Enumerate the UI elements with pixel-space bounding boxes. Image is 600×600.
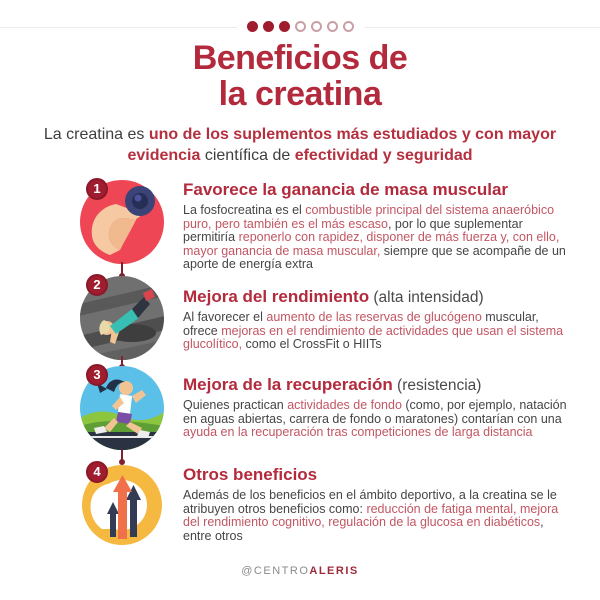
- section-title-suffix: (resistencia): [392, 377, 482, 394]
- section-title-suffix: (alta intensidad): [369, 289, 484, 306]
- section-body: Al favorecer el aumento de las reservas de glucógeno muscular, ofrece mejoras en el rendimiento de actividades que usan el sistema glucolítico, como el CrossFit o HIITs: [183, 310, 564, 352]
- progress-dot-empty: [311, 21, 322, 32]
- progress-dot-filled: [263, 21, 274, 32]
- section-title: Mejora de la recuperación: [183, 375, 393, 394]
- social-handle: [0, 565, 600, 577]
- progress-dot-filled: [279, 21, 290, 32]
- section-body: La fosfocreatina es el combustible principal del sistema anaeróbico puro, pero también es el más escaso, por lo que suplementar permitiría reponerlo con rapidez, disponer de más fuerza y, con ello, mayor ganancia de masa muscular, siempre que se acompañe de un aporte de energía extra: [183, 203, 566, 272]
- progress-dot-empty: [327, 21, 338, 32]
- progress-dot-filled: [247, 21, 258, 32]
- page-title-line2: la creatina: [218, 75, 382, 113]
- progress-dot-empty: [295, 21, 306, 32]
- section-title: Favorece la ganancia de masa muscular: [183, 180, 509, 199]
- arm-dumbbell-icon: [80, 180, 164, 264]
- connector-line: [121, 450, 123, 463]
- section-number-badge: 3: [86, 364, 108, 386]
- page-title-line1: Beneficios de: [192, 39, 408, 77]
- progress-dot-empty: [343, 21, 354, 32]
- section-number-badge: 4: [86, 461, 108, 483]
- intro-text: La creatina es uno de los suplementos más estudiados y con mayor evidencia científica de efectividad y seguridad: [43, 126, 557, 164]
- section-title: Otros beneficios: [183, 465, 318, 484]
- section-body: Además de los beneficios en el ámbito deportivo, a la creatina se le atribuyen otros beneficios como: reducción de fatiga mental, mejora del rendimiento cognitivo, regulación de la glucosa en diabéticos, entre otros: [183, 488, 559, 543]
- progress-dots: [237, 21, 364, 32]
- connector-line: [121, 262, 123, 277]
- section-title: Mejora del rendimiento: [183, 287, 370, 306]
- head-growth-arrows-icon: [80, 463, 164, 547]
- section-body: Quienes practican actividades de fondo (como, por ejemplo, natación en aguas abiertas, carrera de fondo o maratones) contarían con una ayuda en la recuperación tras competiciones de larga distancia: [183, 398, 567, 440]
- runner-icon: [80, 366, 164, 450]
- section-number-badge: 2: [86, 274, 108, 296]
- section-number-badge: 1: [86, 178, 108, 200]
- social-handle-suffix: ALERIS: [309, 565, 359, 577]
- gym-workout-icon: [80, 276, 164, 360]
- social-handle-prefix: @CENTRO: [241, 565, 310, 577]
- carousel-progress: [0, 21, 600, 32]
- page-title: [0, 40, 600, 112]
